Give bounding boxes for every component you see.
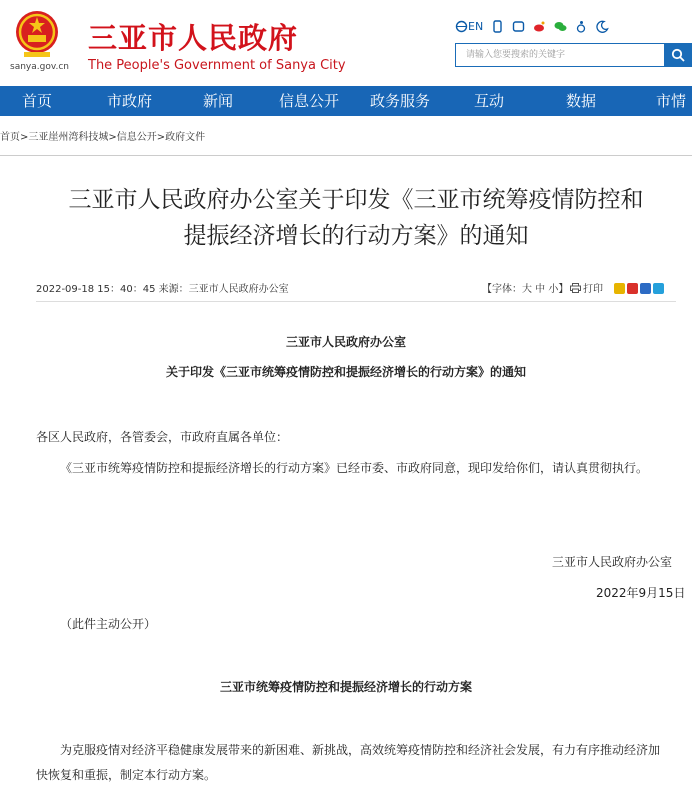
breadcrumb: 首页>三亚崖州湾科技城>信息公开>政府文件 (0, 132, 206, 143)
issuer-heading: 三亚市人民政府办公室 (285, 335, 406, 349)
search-input[interactable]: 请输入您要搜索的关键字 (455, 43, 667, 67)
divider (36, 301, 676, 302)
plan-title: 三亚市统筹疫情防控和提振经济增长的行动方案 (219, 680, 472, 694)
weibo-share-icon[interactable] (627, 283, 638, 294)
main-nav (0, 86, 692, 116)
breadcrumb-gov-docs[interactable]: 政府文件 (165, 132, 206, 143)
renren-share-icon[interactable] (640, 283, 651, 294)
app-icon (512, 20, 525, 33)
nav-item-info-disclosure[interactable]: 信息公开 (279, 92, 340, 110)
mobile-link[interactable] (491, 20, 504, 33)
article-title: 三亚市人民政府办公室关于印发《三亚市统筹疫情防控和 提振经济增长的行动方案》的通知 (68, 187, 644, 249)
search-icon (671, 48, 685, 62)
weibo-icon (533, 20, 546, 33)
body-paragraph: 《三亚市统筹疫情防控和提振经济增长的行动方案》已经市委、市政府同意，现印发给你们，请认真贯彻执行。 (60, 461, 649, 475)
breadcrumb-home[interactable]: 首页 (0, 132, 20, 143)
nav-item-news[interactable]: 新闻 (203, 92, 234, 110)
national-emblem-icon (14, 8, 60, 60)
font-size-control[interactable]: 【字体：大 中 小】 (482, 284, 569, 295)
wechat-link[interactable] (554, 20, 567, 33)
share-buttons (614, 283, 664, 294)
site-title-cn: 三亚市人民政府 (88, 21, 299, 55)
header-tools (455, 18, 609, 34)
divider (0, 155, 692, 156)
plan-paragraph-line1: 为克服疫情对经济平稳健康发展带来的新困难、新挑战，高效统筹疫情防控和经济社会发展，有力有序推动经济加 (60, 743, 661, 757)
search-box (455, 43, 691, 67)
print-button[interactable]: 打印 (570, 280, 603, 295)
printer-icon (570, 283, 581, 293)
nav-item-home[interactable]: 首页 (22, 92, 53, 110)
accessibility-link[interactable] (575, 20, 588, 33)
signature: 三亚市人民政府办公室 (552, 555, 673, 569)
english-link[interactable]: EN (455, 20, 483, 33)
weibo-link[interactable] (533, 20, 546, 33)
globe-icon (455, 20, 468, 33)
elder-mode-link[interactable] (596, 20, 609, 33)
tencent-share-icon[interactable] (653, 283, 664, 294)
site-url: sanya.gov.cn (10, 62, 69, 72)
accessibility-icon (575, 20, 588, 33)
article-meta: 2022-09-18 15：40：45 来源：三亚市人民政府办公室 (36, 284, 289, 295)
nav-item-city-gov[interactable]: 市政府 (107, 92, 153, 110)
breadcrumb-info[interactable]: 信息公开 (116, 132, 157, 143)
app-link[interactable] (512, 20, 525, 33)
nav-item-city-info[interactable]: 市情 (656, 92, 687, 110)
subject-heading: 关于印发《三亚市统筹疫情防控和提振经济增长的行动方案》的通知 (165, 365, 526, 379)
nav-item-data[interactable]: 数据 (566, 92, 597, 110)
wechat-icon (554, 20, 567, 33)
nav-item-interaction[interactable]: 互动 (474, 92, 505, 110)
plan-paragraph-line2: 快恢复和重振，制定本行动方案。 (36, 768, 217, 782)
search-button[interactable] (664, 43, 692, 67)
site-header (0, 0, 692, 86)
breadcrumb-sci-city[interactable]: 三亚崖州湾科技城 (28, 132, 109, 143)
public-note: （此件主动公开） (60, 617, 157, 631)
moon-icon (596, 20, 609, 33)
site-title-en: The People's Government of Sanya City (88, 58, 346, 73)
nav-item-gov-services[interactable]: 政务服务 (370, 92, 431, 110)
qzone-share-icon[interactable] (614, 283, 625, 294)
salutation: 各区人民政府，各管委会，市政府直属各单位： (36, 430, 289, 444)
issue-date: 2022年9月15日 (596, 586, 686, 600)
mobile-icon (491, 20, 504, 33)
